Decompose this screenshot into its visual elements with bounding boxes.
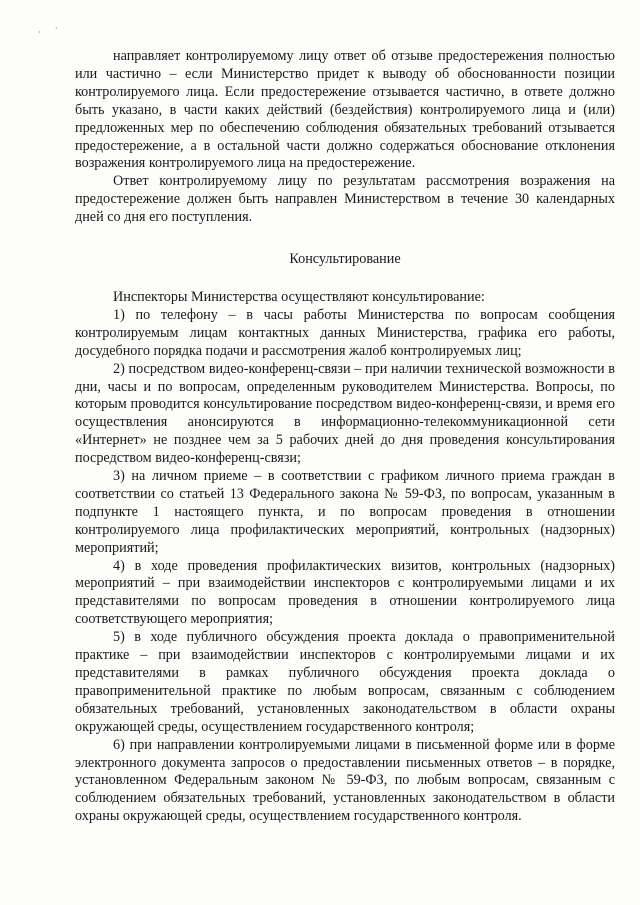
paragraph-intro: Инспекторы Министерства осуществляют консультирование:: [113, 288, 485, 305]
paragraph-withdrawal-response: направляет контролируемому лицу ответ об отзыве предостережения полностью или частично – если Министерство придет к выводу об обоснованности позиции контролируемого лица. Если предостережение отзывается частично, в ответе должно быть указано, в части каких действий (бездействия) контролируемого лица и (или) предложенных мер по обеспечению соблюдения обязательных требований отзывается предостережение, а в остальной части должно содержаться обоснование отклонения возражения контролируемого лица на предостережение.: [75, 48, 615, 172]
scan-mark: ·: [38, 28, 41, 37]
list-item-personal-reception: 3) на личном приеме – в соответствии с графиком личного приема граждан в соответствии со статьей 13 Федерального закона № 59-ФЗ, по вопросам, указанным в подпункте 1 настоящего пункта, и по вопросам проведения в отношении контролируемого лица профилактических мероприятий, контрольных (надзорных) мероприятий;: [75, 468, 615, 556]
scan-mark: ·: [55, 24, 58, 33]
paragraph-response-deadline: Ответ контролируемому лицу по результатам рассмотрения возражения на предостережение должен быть направлен Министерством в течение 30 календарных дней со дня его поступления.: [75, 173, 615, 226]
list-item-phone: 1) по телефону – в часы работы Министерства по вопросам сообщения контролируемым лицам контактных данных Министерства, графика его работы, досудебного порядка подачи и рассмотрения жалоб контролируемых лиц;: [75, 306, 615, 359]
list-item-preventive-visits: 4) в ходе проведения профилактических визитов, контрольных (надзорных) мероприятий – при взаимодействии инспекторов с контролируемыми лицами и их представителями по вопросам проведения в отношении контролируемого лица соответствующего мероприятия;: [75, 557, 615, 628]
document-page: [75, 48, 615, 826]
list-item-public-discussion: 5) в ходе публичного обсуждения проекта доклада о правоприменительной практике – при взаимодействии инспекторов с контролируемыми лицами и их представителями в рамках публичного обсуждения проекта доклада о правоприменительной практике по любым вопросам, связанным с соблюдением обязательных требований, установленных законодательством в области охраны окружающей среды, осуществлением государственного контроля;: [75, 629, 615, 735]
list-item-written-requests: 6) при направлении контролируемыми лицами в письменной форме или в форме электронного документа запросов о предоставлении письменных ответов – в порядке, установленном Федеральным законом № 59-ФЗ, по любым вопросам, связанным с соблюдением обязательных требований, установленных законодательством в области охраны окружающей среды, осуществлением государственного контроля.: [75, 736, 615, 825]
section-heading: Консультирование: [289, 251, 401, 268]
list-item-video-conference: 2) посредством видео-конференц-связи – при наличии технической возможности в дни, часы и по вопросам, определенным руководителем Министерства. Вопросы, по которым проводится консультирование посредством видео-конференц-связи, и время его осуществления анонсируются в информационно-телекоммуникационной сети «Интернет» не позднее чем за 5 рабочих дней до дня проведения консультирования посредством видео-конференц-связи;: [75, 360, 615, 467]
